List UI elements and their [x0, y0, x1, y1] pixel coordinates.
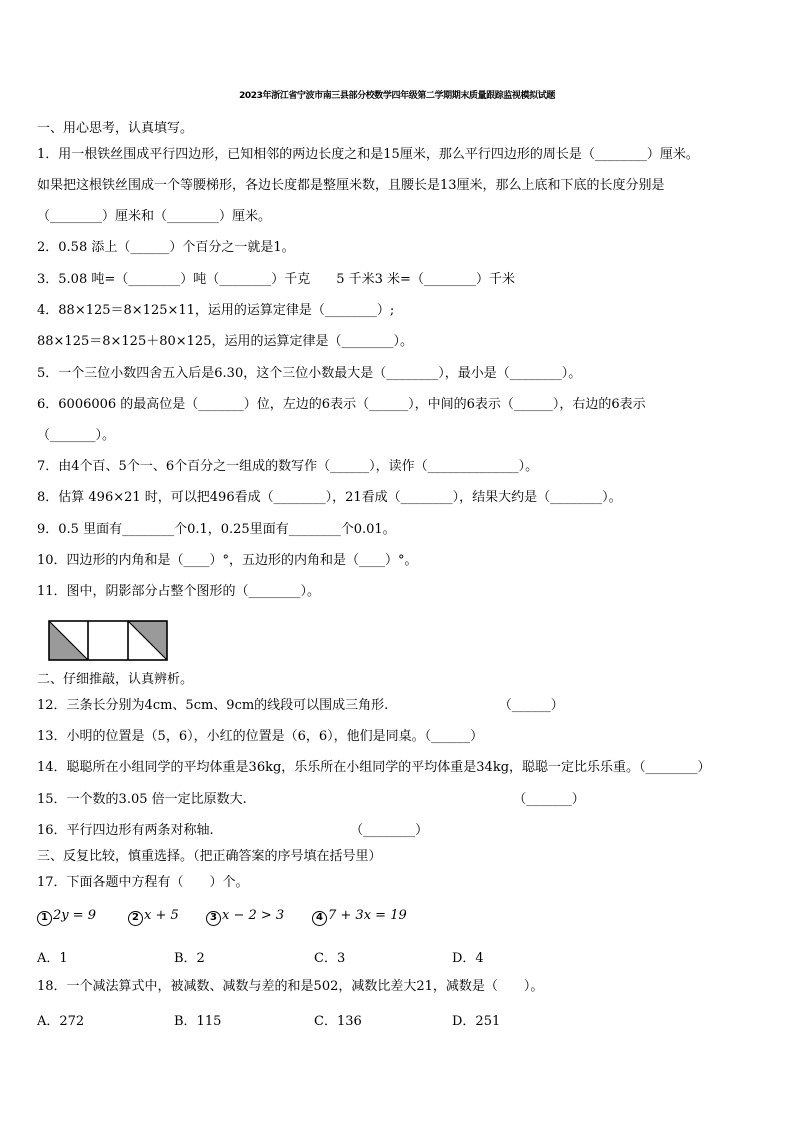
- section-1-heading: 一、用心思考，认真填写。: [37, 121, 194, 136]
- question-2: 2．0.58 添上（______）个百分之一就是1。: [37, 240, 295, 255]
- q17-equation-3: [206, 908, 284, 926]
- q17-eq-4-text: 7 + 3x = 19: [328, 908, 407, 923]
- question-11: 11．图中，阴影部分占整个图形的（________）。: [37, 584, 321, 599]
- q17-equation-4: [312, 908, 407, 926]
- question-12: 12．三条长分别为4cm、5cm、9cm的线段可以围成三角形. （______）: [37, 698, 564, 713]
- q17-eq-2-text: x + 5: [144, 908, 179, 923]
- section-3-heading: 三、反复比较，慎重选择。（把正确答案的序号填在括号里）: [37, 849, 382, 864]
- question-6-line-1: 6．6006006 的最高位是（_______）位，左边的6表示（______），中间的6表示（______），右边的6表示: [37, 397, 646, 412]
- question-18: 18．一个减法算式中，被减数、减数与差的和是502，减数比差大21，减数是（ ）。: [37, 979, 544, 994]
- q18-option-d: D．251: [452, 1014, 501, 1029]
- question-7: 7．由4个百、5个一、6个百分之一组成的数写作（______），读作（______________）。: [37, 459, 539, 474]
- question-17: 17．下面各题中方程有（ ）个。: [37, 875, 249, 890]
- question-1-line-1: 1．用一根铁丝围成平行四边形，已知相邻的两边长度之和是15厘米，那么平行四边形的周长是（________）厘米。: [37, 147, 699, 162]
- question-16: 16．平行四边形有两条对称轴. （________）: [37, 823, 429, 838]
- question-6-line-2: （_______）。: [37, 428, 116, 443]
- question-1-line-2: 如果把这根铁丝围成一个等腰梯形，各边长度都是整厘米数，且腰长是13厘米，那么上底和下底的长度分别是: [37, 178, 665, 193]
- q17-eq-3-number: 3: [206, 911, 221, 926]
- q18-option-b: B．115: [174, 1014, 222, 1029]
- q17-equation-2: [128, 908, 179, 926]
- q17-eq-1-number: 1: [37, 911, 52, 926]
- question-15: 15．一个数的3.05 倍一定比原数大. （_______）: [37, 792, 585, 807]
- q17-eq-4-number: 4: [312, 911, 327, 926]
- question-5: 5．一个三位小数四舍五入后是6.30，这个三位小数最大是（________），最小是（________）。: [37, 366, 582, 381]
- q17-option-b: B．2: [174, 951, 205, 966]
- question-4-line-1: 4．88×125＝8×125×11，运用的运算定律是（________）;: [37, 303, 395, 318]
- question-3: 3．5.08 吨=（________）吨（________）千克 5 千米3 米=（________）千米: [37, 272, 515, 287]
- q17-option-c: C．3: [314, 951, 346, 966]
- question-9: 9．0.5 里面有________个0.1，0.25里面有________个0.01。: [37, 522, 396, 537]
- question-14: 14．聪聪所在小组同学的平均体重是36kg，乐乐所在小组同学的平均体重是34kg，聪聪一定比乐乐重。（________）: [37, 760, 711, 775]
- page-title: 2023年浙江省宁波市南三县部分校数学四年级第二学期期末质量跟踪监视模拟试题: [239, 91, 555, 101]
- q17-equation-1: [37, 908, 96, 926]
- q17-eq-2-number: 2: [128, 911, 143, 926]
- q18-option-c: C．136: [314, 1014, 362, 1029]
- q17-eq-3-text: x − 2 > 3: [222, 908, 285, 923]
- q17-eq-1-text: 2y = 9: [53, 908, 97, 923]
- question-4-line-2: 88×125＝8×125＋80×125，运用的运算定律是（________）。: [37, 334, 413, 349]
- question-10: 10．四边形的内角和是（____）°，五边形的内角和是（____）°。: [37, 553, 418, 568]
- question-1-line-3: （________）厘米和（________）厘米。: [37, 209, 272, 224]
- shaded-squares-figure: [48, 620, 170, 662]
- question-13: 13．小明的位置是（5，6），小红的位置是（6，6），他们是同桌。（______）: [37, 729, 484, 744]
- question-8: 8．估算 496×21 时，可以把496看成（________），21看成（________），结果大约是（________）。: [37, 490, 622, 505]
- q17-option-a: A．1: [37, 951, 68, 966]
- q18-option-a: A．272: [37, 1014, 85, 1029]
- section-2-heading: 二、仔细推敲，认真辨析。: [37, 672, 194, 687]
- q17-option-d: D．4: [452, 951, 484, 966]
